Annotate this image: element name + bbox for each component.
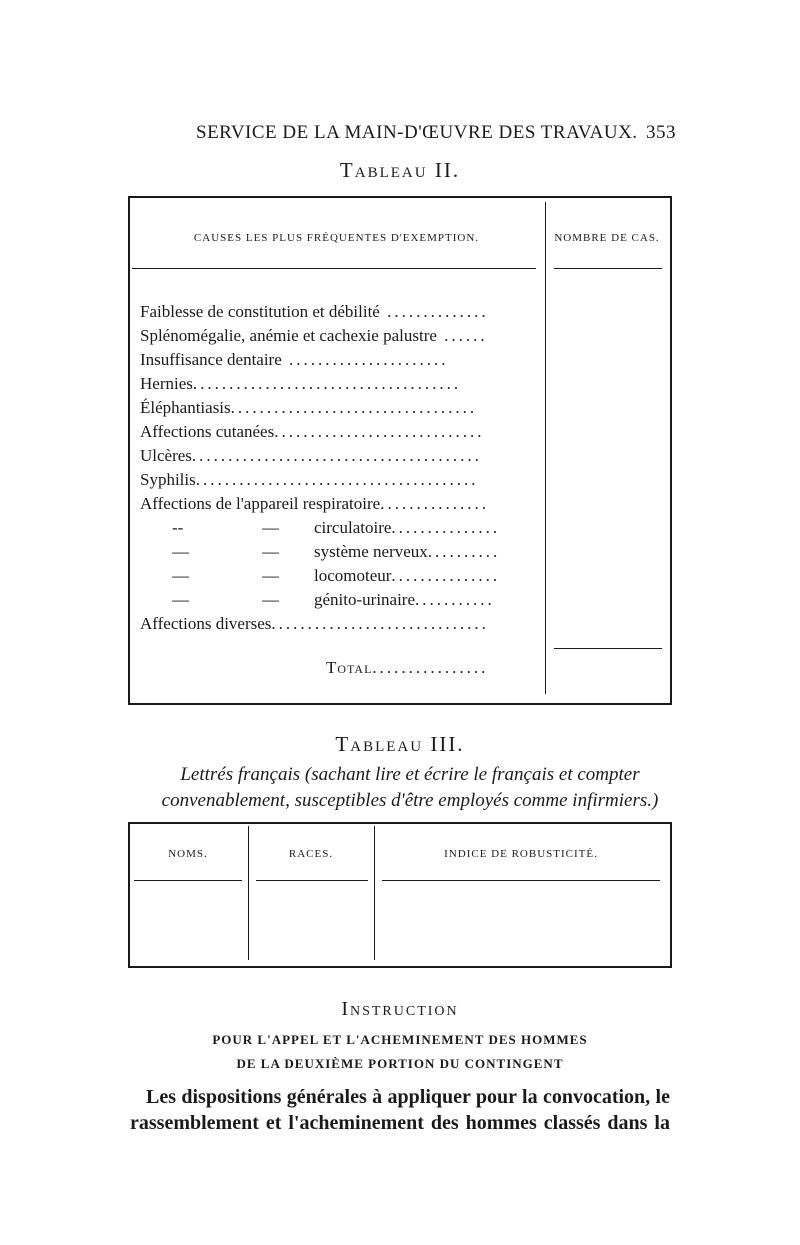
table-row: Affections cutanées............................. [140, 422, 485, 441]
table-row: Éléphantiasis.................................. [140, 398, 478, 417]
tableau-3-header-rule-1 [134, 880, 242, 881]
column-header-indice: INDICE DE ROBUSTICITÉ. [444, 848, 598, 860]
sub-row-dash: — [172, 590, 189, 609]
tableau-3-title: Tableau III. [335, 732, 465, 756]
sub-row-label: circulatoire............... [314, 518, 501, 537]
paragraph-line-2: rassemblement et l'acheminement des hommes classés dans la [130, 1112, 670, 1134]
sub-row-dash: — [172, 542, 189, 561]
sub-row-dash: — [172, 566, 189, 585]
instruction-title: Instruction [341, 998, 459, 1020]
sub-row-dash: — [262, 542, 279, 561]
sub-row-dash: — [262, 518, 279, 537]
tableau-2-title: Tableau II. [339, 158, 461, 182]
table-row: Syphilis....................................... [140, 470, 479, 489]
tableau-3-subtitle-line1: Lettrés français (sachant lire et écrire le français et compter [180, 764, 640, 785]
table-row: Faiblesse de constitution et débilité .............. [140, 302, 489, 321]
header-rule-left [132, 268, 536, 269]
column-header-causes: CAUSES LES PLUS FRÉQUENTES D'EXEMPTION. [193, 232, 480, 244]
table-row: Splénomégalie, anémie et cachexie palustre ...... [140, 326, 488, 345]
sub-row-label: système nerveux.......... [314, 542, 501, 561]
tableau-2-column-divider [545, 202, 546, 694]
table-row: Affections de l'appareil respiratoire............... [140, 494, 489, 513]
table-row: Hernies..................................... [140, 374, 462, 393]
total-rule [554, 648, 662, 649]
instruction-subtitle-1: POUR L'APPEL ET L'ACHEMINEMENT DES HOMMES [212, 1032, 588, 1047]
tableau-3-divider-1 [248, 826, 249, 960]
total-row: Total................ [326, 658, 489, 677]
paragraph-line-1: Les dispositions générales à appliquer pour la convocation, le [146, 1086, 670, 1108]
sub-row-dash: — [262, 590, 279, 609]
tableau-3-header-rule-2 [256, 880, 368, 881]
instruction-subtitle-2: DE LA DEUXIÈME PORTION DU CONTINGENT [236, 1056, 564, 1071]
sub-row-label: locomoteur............... [314, 566, 501, 585]
table-row: Ulcères........................................ [140, 446, 482, 465]
running-title: SERVICE DE LA MAIN-D'ŒUVRE DES TRAVAUX. [196, 122, 638, 143]
tableau-3-header-rule-3 [382, 880, 660, 881]
column-header-nombre: NOMBRE DE CAS. [554, 232, 660, 244]
tableau-3-divider-2 [374, 826, 375, 960]
sub-row-dash: -- [172, 518, 184, 537]
running-head [196, 122, 676, 144]
table-row: Insuffisance dentaire ...................... [140, 350, 449, 369]
sub-row-dash: — [262, 566, 279, 585]
tableau-3 [128, 822, 672, 968]
header-rule-right [554, 268, 662, 269]
column-header-races: RACES. [288, 848, 334, 860]
tableau-3-subtitle-line2: convenablement, susceptibles d'être employés comme infirmiers.) [161, 790, 659, 811]
sub-row-label: génito-urinaire........... [314, 590, 495, 609]
column-header-noms: NOMS. [168, 848, 208, 860]
page-number: 353 [646, 122, 676, 143]
table-row: Affections diverses.............................. [140, 614, 489, 633]
